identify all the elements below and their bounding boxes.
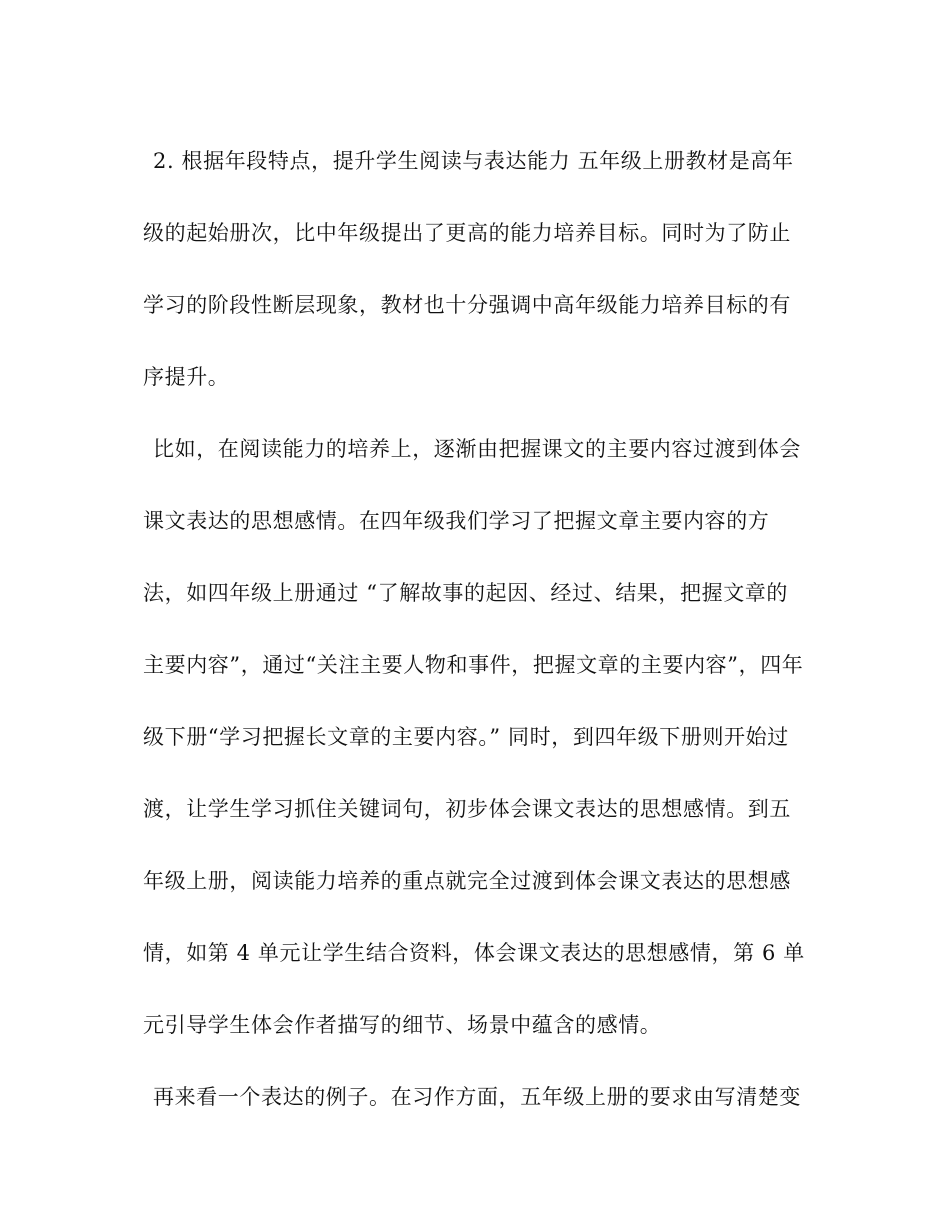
text-line: 比如，在阅读能力的培养上，逐渐由把握课文的主要内容过渡到体会 bbox=[153, 437, 801, 461]
text-line: 再来看一个表达的例子。在习作方面，五年级上册的要求由写清楚变 bbox=[153, 1085, 801, 1109]
document-body bbox=[143, 125, 813, 1133]
text-line: 元引导学生体会作者描写的细节、场景中蕴含的感情。 bbox=[143, 1013, 662, 1037]
text-line: 法，如四年级上册通过 “了解故事的起因、经过、结果，把握文章的 bbox=[143, 581, 789, 605]
text-line: 级下册“学习把握长文章的主要内容。” 同时，到四年级下册则开始过 bbox=[143, 725, 789, 749]
text-line: 渡，让学生学习抓住关键词句，初步体会课文表达的思想感情。到五 bbox=[143, 797, 791, 821]
text-line: 情，如第 4 单元让学生结合资料，体会课文表达的思想感情，第 6 单 bbox=[143, 941, 805, 965]
text-line: 级的起始册次，比中年级提出了更高的能力培养目标。同时为了防止 bbox=[143, 221, 791, 245]
text-line: 主要内容”，通过“关注主要人物和事件，把握文章的主要内容”，四年 bbox=[143, 653, 804, 677]
text-line: 课文表达的思想感情。在四年级我们学习了把握文章主要内容的方 bbox=[143, 509, 770, 533]
text-line: 年级上册，阅读能力培养的重点就完全过渡到体会课文表达的思想感 bbox=[143, 869, 791, 893]
text-line: 序提升。 bbox=[143, 365, 230, 389]
text-line: 学习的阶段性断层现象，教材也十分强调中高年级能力培养目标的有 bbox=[143, 293, 791, 317]
text-line: 2. 根据年段特点，提升学生阅读与表达能力 五年级上册教材是高年 bbox=[153, 149, 794, 173]
